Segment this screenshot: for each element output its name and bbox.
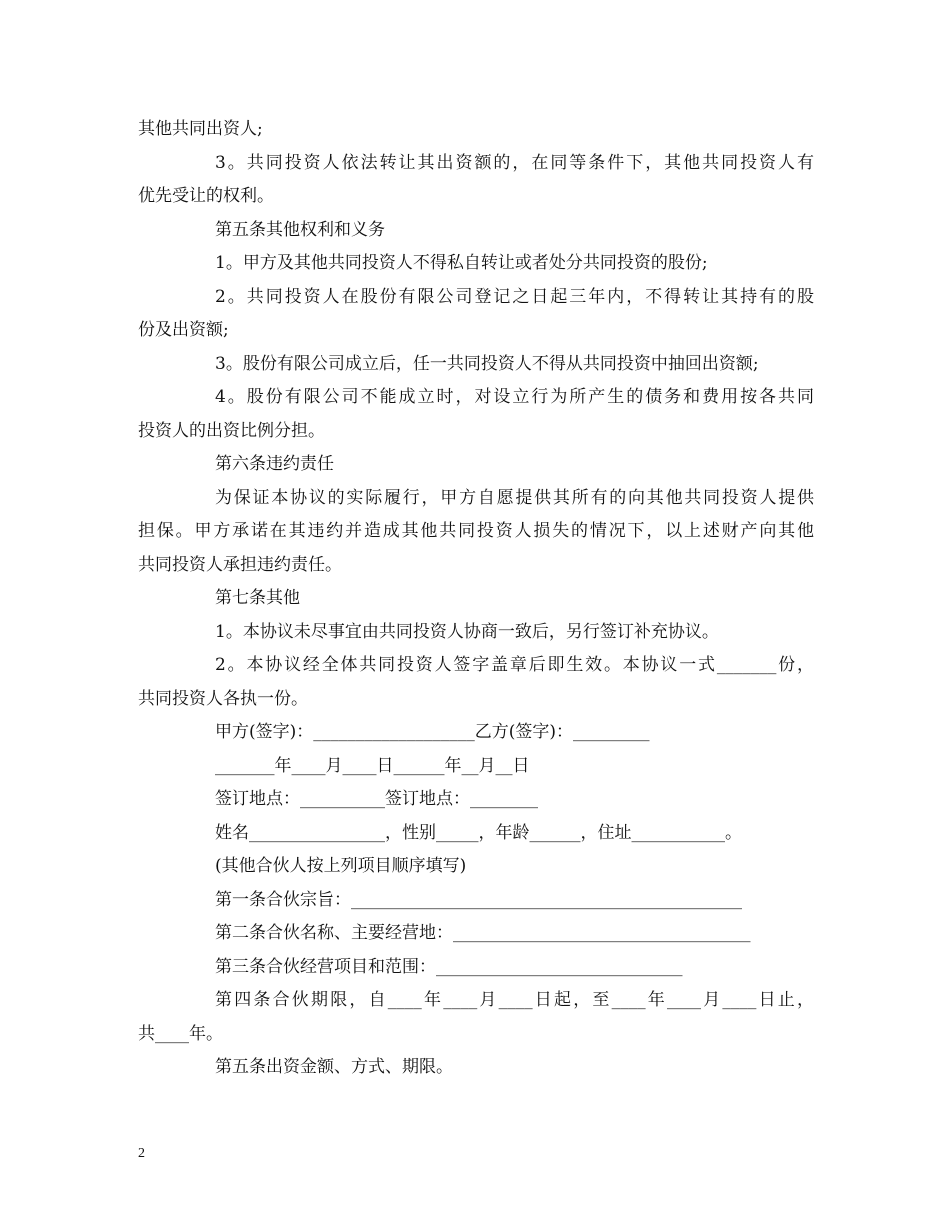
form-line: 第四条合伙期限，自____年____月____日起，至____年____月____日止， [215,990,814,1010]
date-line: _______年____月____日______年__月__日 [215,755,530,776]
text-line: 4。股份有限公司不能成立时，对设立行为所产生的债务和费用按各共同 [215,387,814,407]
text-line: 投资人的出资比例分担。 [138,420,325,441]
text-line: (其他合伙人按上列项目顺序填写) [215,856,467,876]
text-line: 共____年。 [138,1023,223,1044]
text-line: 其他共同出资人; [138,119,263,139]
text-line: 共同投资人承担违约责任。 [138,554,342,575]
section-heading: 第五条其他权利和义务 [215,219,385,240]
text-line: 共同投资人各执一份。 [138,688,308,709]
text-line: 担保。甲方承诺在其违约并造成其他共同投资人损失的情况下，以上述财产向其他 [138,521,814,541]
signature-line: 甲方(签字)：___________________乙方(签字)：_________ [215,722,650,742]
text-line: 为保证本协议的实际履行，甲方自愿提供其所有的向其他共同投资人提供 [215,487,814,508]
text-line: 3。共同投资人依法转让其出资额的，在同等条件下，其他共同投资人有 [215,152,814,173]
page-number: 2 [138,1146,145,1161]
section-heading: 第五条出资金额、方式、期限。 [215,1057,453,1077]
text-line: 2。本协议经全体共同投资人签字盖章后即生效。本协议一式_______份， [215,655,814,675]
form-line: 第一条合伙宗旨：______________________________________________ [215,889,742,910]
document-body [138,113,814,1085]
text-line: 1。甲方及其他共同投资人不得私自转让或者处分共同投资的股份; [215,253,708,273]
section-heading: 第六条违约责任 [215,454,334,474]
section-heading: 第七条其他 [215,588,300,608]
partner-info-line: 姓名________________，性别_____，年龄______，住址___________。 [215,822,742,843]
text-line: 优先受让的权利。 [138,186,274,206]
text-line: 1。本协议未尽事宜由共同投资人协商一致后，另行签订补充协议。 [215,621,719,642]
text-line: 3。股份有限公司成立后，任一共同投资人不得从共同投资中抽回出资额; [215,353,759,374]
text-line: 2。共同投资人在股份有限公司登记之日起三年内，不得转让其持有的股 [215,286,814,307]
text-line: 份及出资额; [138,320,229,340]
signing-place-line: 签订地点：__________签订地点：________ [215,789,538,809]
form-line: 第三条合伙经营项目和范围：_____________________________ [215,956,683,977]
form-line: 第二条合伙名称、主要经营地：___________________________________ [215,923,751,943]
